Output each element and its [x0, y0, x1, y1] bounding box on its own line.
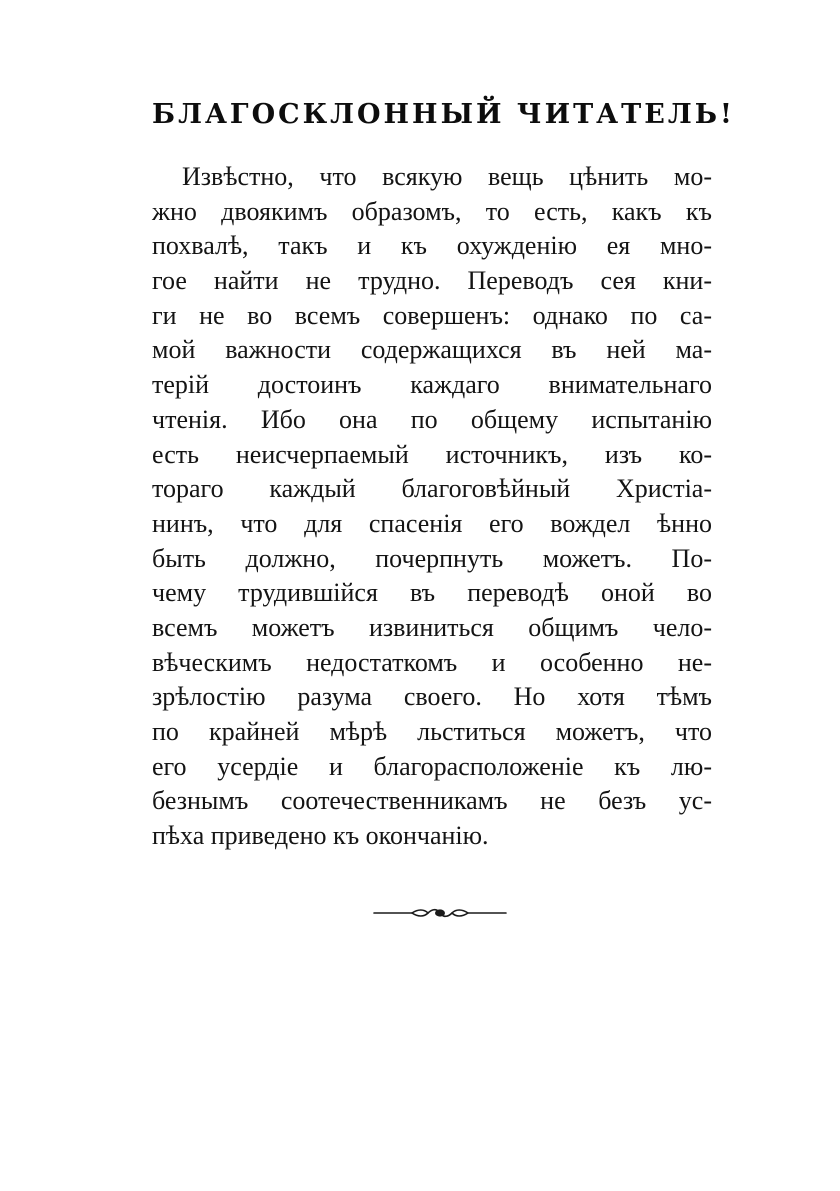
- flourish-ornament-icon: [372, 903, 508, 923]
- text-line: нинъ, что для спасенія его вождел ѣнно: [152, 508, 712, 538]
- text-line: гое найти не трудно. Переводъ сея кни-: [152, 266, 712, 296]
- text-line: всемъ можетъ извиниться общимъ чело-: [152, 612, 712, 642]
- page-heading: БЛАГОСКЛОННЫЙ ЧИТАТЕЛЬ!: [152, 99, 735, 130]
- text-line: быть должно, почерпнуть можетъ. По-: [152, 543, 712, 573]
- text-line: похвалѣ, такъ и къ охужденію ея мно-: [152, 231, 712, 261]
- text-line: по крайней мѣрѣ льститься можетъ, что: [152, 717, 712, 746]
- text-line: чему трудившійся въ переводѣ оной во: [152, 578, 712, 608]
- text-line: есть неисчерпаемый источникъ, изъ ко-: [152, 439, 712, 469]
- text-line: мой важности содержащихся въ ней ма-: [152, 335, 712, 365]
- text-line: жно двоякимъ образомъ, то есть, какъ къ: [152, 196, 712, 226]
- text-line: чтенія. Ибо она по общему испытанію: [152, 404, 712, 434]
- text-line: пѣха приведено къ окончанію.: [152, 821, 489, 851]
- text-line: зрѣлостію разума своего. Но хотя тѣмъ: [152, 682, 712, 712]
- text-line: Извѣстно, что всякую вещь цѣнить мо-: [182, 162, 712, 191]
- body-text: [152, 160, 712, 854]
- text-line: его усердіе и благорасположеніе къ лю-: [152, 751, 712, 781]
- text-line: безнымъ соотечественникамъ не безъ ус-: [152, 786, 712, 816]
- text-line: вѣческимъ недостаткомъ и особенно не-: [152, 647, 712, 677]
- text-line: тораго каждый благоговѣйный Христіа-: [152, 474, 712, 504]
- text-line: ги не во всемъ совершенъ: однако по са-: [152, 300, 712, 330]
- text-line: терій достоинъ каждаго внимательнаго: [152, 370, 712, 400]
